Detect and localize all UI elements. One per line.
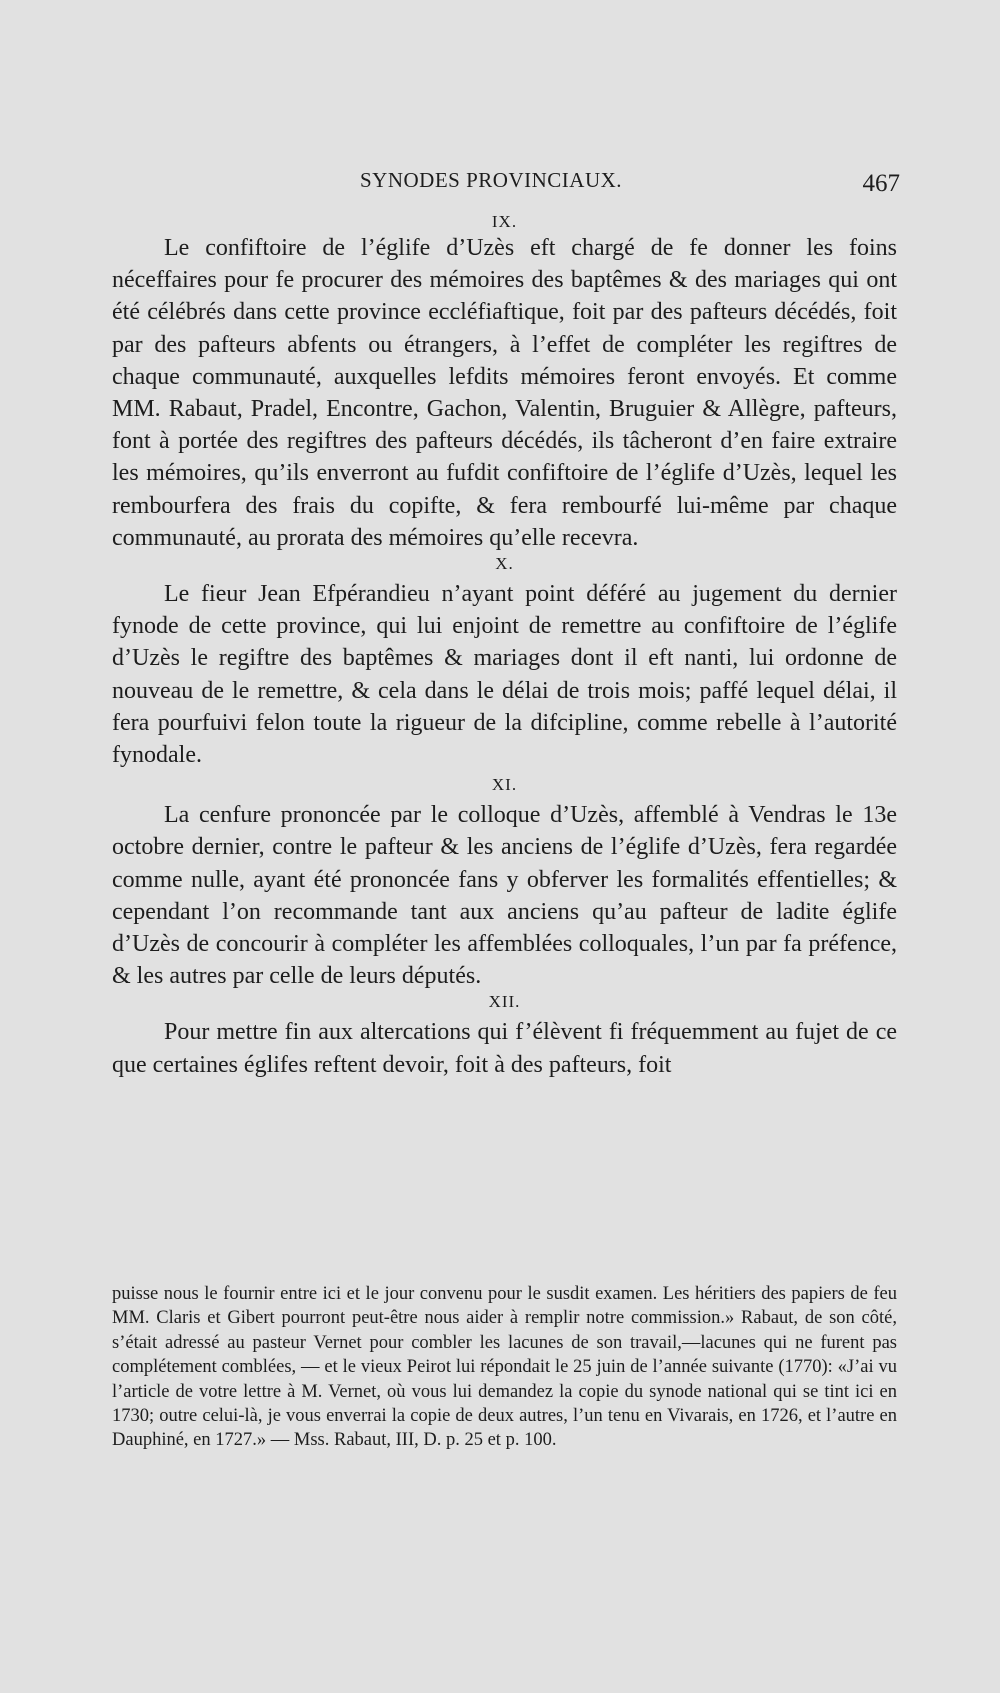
running-title: SYNODES PROVINCIAUX. <box>360 168 623 192</box>
article-xii-text: Pour mettre fin aux altercations qui f’élèvent fi fréquemment au fujet de ce que certaines églifes reftent devoir, foit à des pafteurs, foit <box>112 1019 897 1078</box>
footnote: puisse nous le fournir entre ici et le jour convenu pour le susdit examen. Les héritiers des papiers de feu MM. Claris et Gibert pourront peut-être nous aider à remplir notre commission.» Rabaut, de son côté, s’était adressé au pasteur Vernet pour combler les lacunes de son travail,—lacunes qui ne furent pas complétement comblées, — et le vieux Peirot lui répondait le 25 juin de l’année suivante (1770): «J’ai vu l’article de votre lettre à M. Vernet, où vous lui demandez la copie du synode national qui se tint ici en 1730; outre celui-là, je vous enverrai la copie de deux autres, l’un tenu en Vivarais, en 1726, et l’autre en Dauphiné, en 1727.» — Mss. Rabaut, III, D. p. 25 et p. 100. <box>112 1284 897 1451</box>
page-header <box>110 168 900 204</box>
article-ix-text: Le confiftoire de l’églife d’Uzès eft chargé de fe donner les foins néceffaires pour fe procurer des mémoires des baptêmes & des mariages qui ont été célébrés dans cette province eccléfiaftique, foit par des pafteurs décédés, foit par des pafteurs abfents ou étrangers, à l’effet de compléter les regiftres de chaque communauté, auxquelles lefdits mémoires feront envoyés. Et comme MM. Rabaut, Pradel, Encontre, Gachon, Valentin, Bruguier & Allègre, pafteurs, font à portée des regiftres des pafteurs décédés, ils tâcheront d’en faire extraire les mémoires, qu’ils enverront au fufdit confiftoire de l’églife d’Uzès, lequel les rembourfera des frais du copifte, & fera rembourfé lui-même par chaque communauté, au prorata des mémoires qu’elle recevra. <box>112 235 897 551</box>
article-x-text: Le fieur Jean Efpérandieu n’ayant point déféré au jugement du dernier fynode de cette province, qui lui enjoint de remettre au confiftoire de l’églife d’Uzès le regiftre des baptêmes & mariages dont il eft nanti, lui ordonne de nouveau de le remettre, & cela dans le délai de trois mois; paffé lequel délai, il fera pourfuivi felon toute la rigueur de la difcipline, comme rebelle à l’autorité fynodale. <box>112 581 897 769</box>
article-xi-text: La cenfure prononcée par le colloque d’Uzès, affemblé à Vendras le 13e octobre dernier, contre le pafteur & les anciens de l’églife d’Uzès, fera regardée comme nulle, ayant été prononcée fans y obferver les formalités effentielles; & cependant l’on recommande tant aux anciens qu’au pafteur de ladite églife d’Uzès de concourir à compléter les affemblées colloquales, l’un par fa préfence, & les autres par celle de leurs députés. <box>112 802 897 990</box>
page-number: 467 <box>862 170 900 197</box>
article-number-ix: IX. <box>491 212 518 231</box>
article-number-xii: XII. <box>488 992 521 1012</box>
article-number-x: X. <box>495 554 514 574</box>
article-number-xi: XI. <box>491 775 518 795</box>
main-text <box>112 212 897 1081</box>
